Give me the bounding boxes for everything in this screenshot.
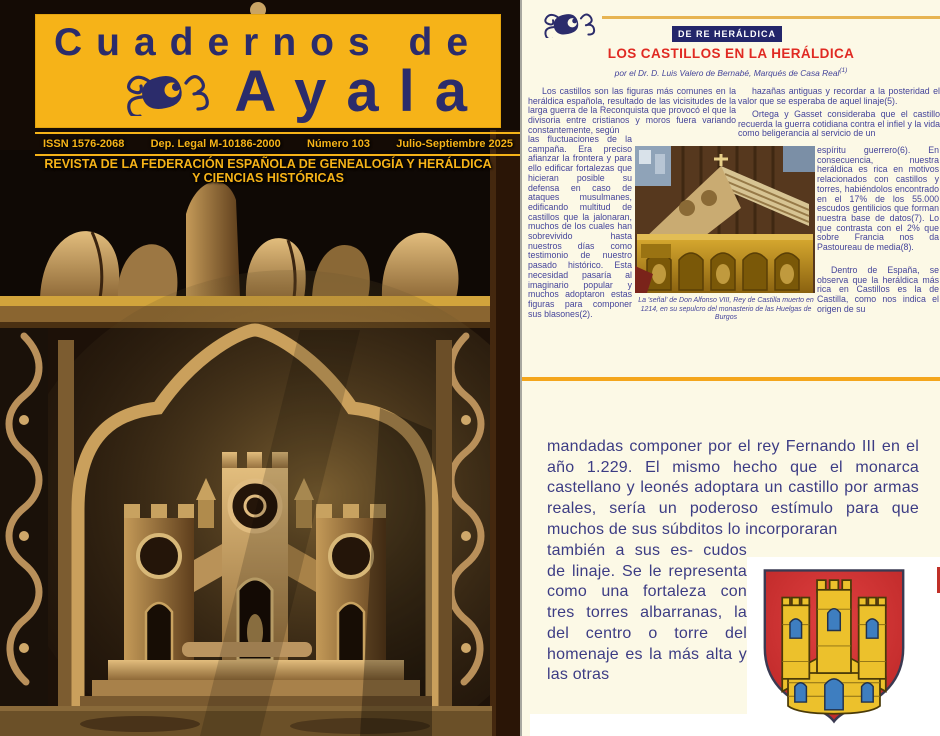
cover-title-line1: Cuadernos de xyxy=(53,21,483,64)
ayala-logo-icon xyxy=(120,68,220,116)
cover-banner xyxy=(35,14,501,128)
reliquary-photo xyxy=(635,146,815,293)
issue-date-label: Julio-Septiembre 2025 xyxy=(396,138,513,150)
cover-subtitle-line2: Y CIENCIAS HISTÓRICAS xyxy=(192,171,344,185)
article-col2-block3: espíritu guerrero(6). En consecuencia, nuestra heráldica es rica en motivos relacionados con castillos y torres, habiéndolos encontrado en el 17% de los 55.000 escudos gentilicios que forman nuestra base de datos(7). Lo que contrasta con el 2% que sobre Francia nos da Pastoureau de media(8). xyxy=(817,145,939,253)
article-col1-block1: Los castillos son las figuras más comunes en la heráldica española, resultado de las vicisitudes de la larga guerra de la Reconquista que provocó el que la divisoria entre cristianos y moros fuera variando constantemente, según xyxy=(528,86,736,135)
article-col1-block2: las fluctuaciones de la campaña. Era preciso afianzar la frontera y para ello edificar fortalezas que hicieran posible su defensa en caso de ataques musulmanes, edificando multitud de castillos que la jalonaran, muchos de los cuales han sobrevivido hasta nuestros días como testimonio de nuestro pasado histórico. Esta necesidad pasaría al imaginario popular y muchos adoptaron estas figuras para componer sus blasones(2). xyxy=(528,134,632,319)
page2-paragraph-narrow: también a sus es- cudos de linaje. Se le representa como una fortaleza con tres torres albarranas, la del centro o torre del homenaje es la más alta y las otras xyxy=(547,542,747,684)
cover-title-line2: Ayala xyxy=(234,59,487,124)
section-label: DE RE HERÁLDICA xyxy=(672,26,782,42)
page2-paragraph-full: mandadas componer por el rey Fernando III en el año 1.229. El mismo hecho que el monarca castellano y leonés adoptara un castillo por armas reales, sería un poderoso estímulo para que muchos de sus súbditos lo incorporaran xyxy=(547,438,919,538)
issue-number-label: Número 103 xyxy=(307,138,370,150)
dep-legal-label: Dep. Legal M-10186-2000 xyxy=(150,138,281,150)
article-byline: por el Dr. D. Luis Valero de Bernabé, Marqués de Casa Real$^{(1)}$ xyxy=(614,67,848,78)
ayala-logo-icon xyxy=(540,10,602,38)
article-page xyxy=(520,0,940,736)
castile-coat-of-arms xyxy=(759,562,909,727)
byline-footnote-ref: (1) xyxy=(839,67,848,74)
photo-caption: La 'señal' de Don Alfonso VIII, Rey de Castilla muerto en 1214, en su sepulcro del monasterio de las Huelgas de Burgos xyxy=(638,297,814,322)
gold-rule xyxy=(602,16,940,19)
issn-label: ISSN 1576-2068 xyxy=(43,138,125,150)
orange-divider xyxy=(522,377,940,381)
article-title: LOS CASTILLOS EN LA HERÁLDICA xyxy=(607,46,855,61)
article-col2-block4: Dentro de España, se observa que la heráldica más rica en Castillos es la de Castilla, como nos indica el origen de su xyxy=(817,265,939,314)
article-col2-block2: Ortega y Gasset consideraba que el castillo recuerda la guerra cotidiana contra el infiel y la vida como beligerancia al servicio de un xyxy=(738,109,940,139)
article-col2-block1: hazañas antiguas y recordar a la posteridad el valor que se esperaba de aquel linaje(5). xyxy=(738,86,940,106)
cover-meta-row xyxy=(35,132,520,156)
cover-subtitle-line1: REVISTA DE LA FEDERACIÓN ESPAÑOLA DE GENEALOGÍA Y HERÁLDICA xyxy=(44,157,492,171)
cover-subtitle xyxy=(35,157,501,185)
